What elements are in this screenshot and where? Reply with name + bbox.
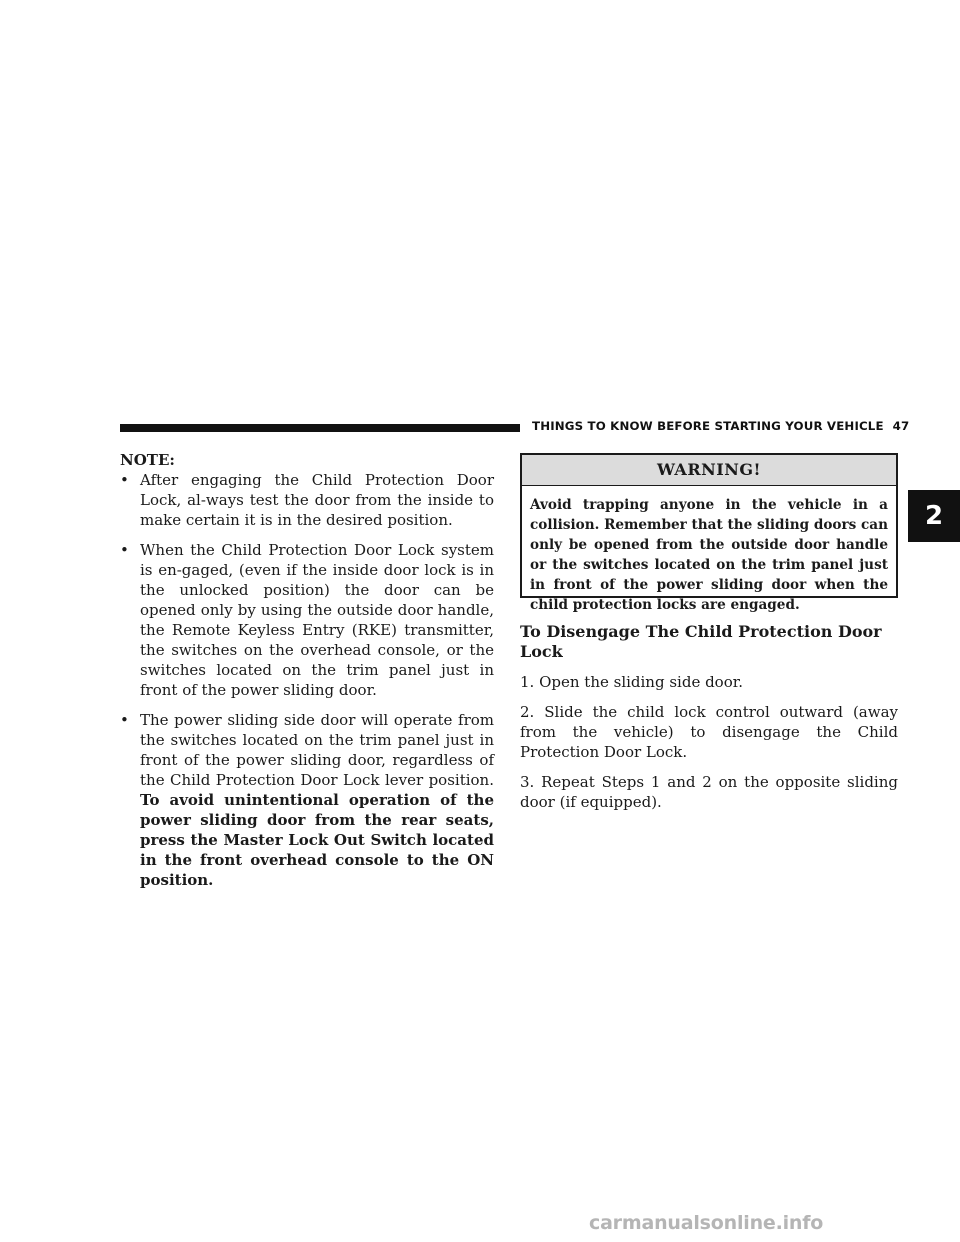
note-bullet-1	[120, 470, 494, 530]
chapter-tab: 2	[908, 490, 960, 542]
note-bullet-3	[120, 710, 494, 890]
bullet-dot-icon: •	[120, 711, 129, 729]
running-header	[532, 419, 910, 437]
warning-text: Avoid trapping anyone in the vehicle in a collision. Remember that the sliding doors can only be opened from the outside door handle or the switches located on the trim panel just in front of the power sliding door when the child protection locks are engaged.	[530, 497, 888, 613]
note-section	[120, 450, 494, 890]
note-bullet-2	[120, 540, 494, 700]
note-bullet-text: When the Child Protection Door Lock system is en-gaged, (even if the inside door lock is in the unlocked position) the door can be opened only by using the outside door handle, the Remote Keyless Entry (RKE) transmitter, the switches on the overhead console, or the switches located on the trim panel just in front of the power sliding door.	[140, 541, 494, 699]
note-label: NOTE:	[120, 451, 175, 469]
watermark: carmanualsonline.info	[589, 1212, 824, 1234]
step-1: 1. Open the sliding side door.	[520, 673, 744, 691]
step-3: 3. Repeat Steps 1 and 2 on the opposite sliding door (if equipped).	[520, 773, 898, 811]
note-bullet-text: The power sliding side door will operate from the switches located on the trim panel just in front of the power sliding door, regardless of the Child Protection Door Lock lever position.	[140, 711, 494, 789]
page-number: 47	[892, 419, 910, 433]
warning-title: WARNING!	[522, 455, 896, 486]
step-2: 2. Slide the child lock control outward (away from the vehicle) to disengage the Child Protection Door Lock.	[520, 703, 898, 761]
section-heading: To Disengage The Child Protection Door Lock	[520, 622, 882, 661]
bullet-dot-icon: •	[120, 541, 129, 559]
running-header-title: THINGS TO KNOW BEFORE STARTING YOUR VEHICLE	[532, 419, 884, 433]
warning-box	[520, 453, 898, 613]
header-rule	[120, 424, 520, 432]
note-bullet-text: After engaging the Child Protection Door Lock, al-ways test the door from the inside to make certain it is in the desired position.	[140, 471, 494, 529]
note-bullet-bold-text: To avoid unintentional operation of the power sliding door from the rear seats, press the Master Lock Out Switch located in the front overhead console to the ON position.	[140, 791, 494, 889]
disengage-section	[520, 622, 898, 822]
bullet-dot-icon: •	[120, 471, 129, 489]
